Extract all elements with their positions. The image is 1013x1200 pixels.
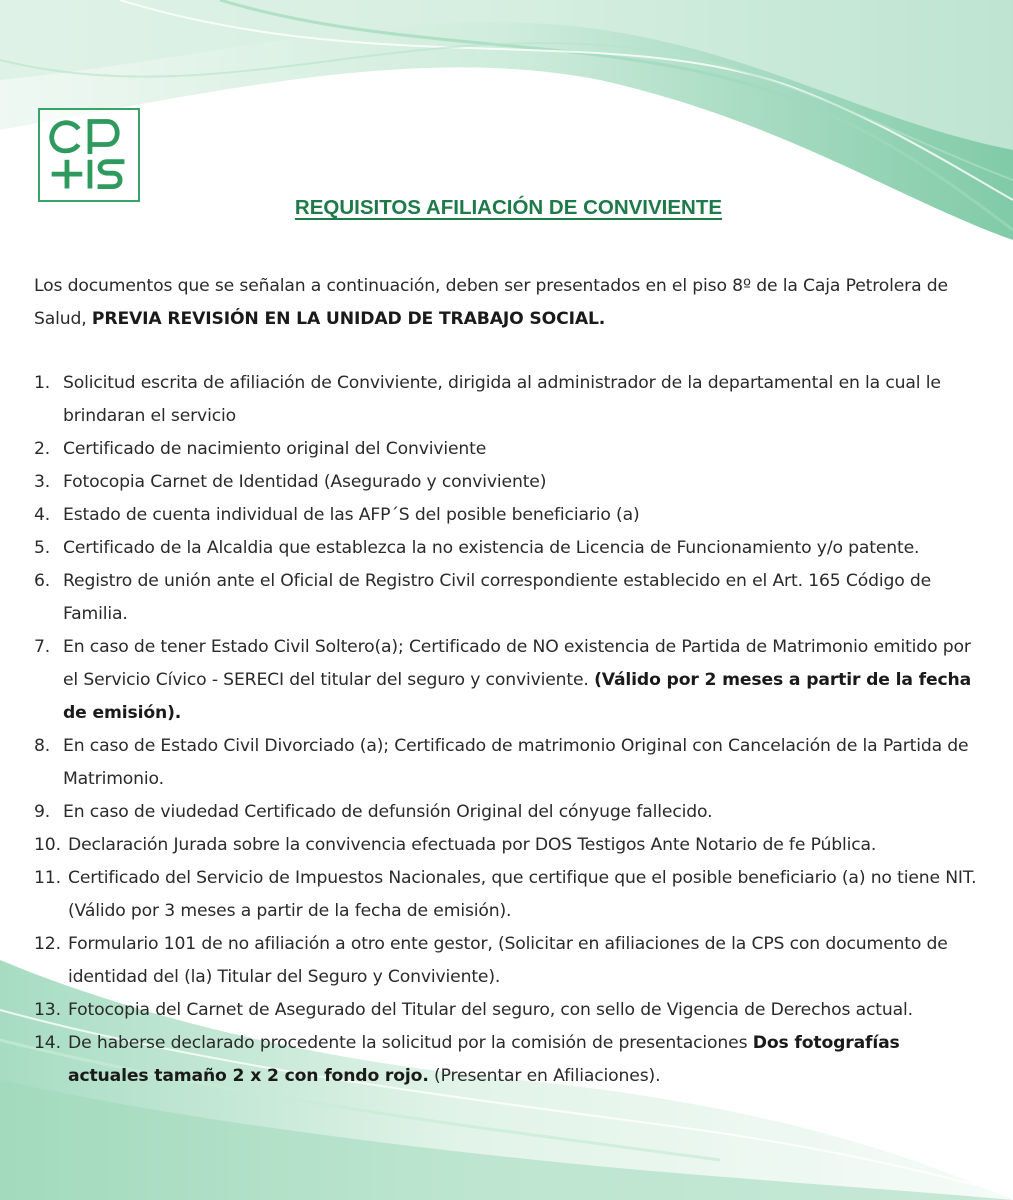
list-item <box>34 499 984 532</box>
item-number: 8. <box>34 736 51 756</box>
item-bold-text: Dos fotografías actuales tamaño 2 x 2 con fondo rojo. <box>68 1033 900 1086</box>
item-text: En caso de Estado Civil Divorciado (a); Certificado de matrimonio Original con Cancelación de la Partida de Matrimonio. <box>63 736 969 789</box>
item-number: 6. <box>34 571 51 591</box>
item-number: 9. <box>34 802 51 822</box>
item-number: 1. <box>34 373 51 393</box>
list-item <box>34 565 984 631</box>
item-number: 14. <box>34 1033 61 1053</box>
item-number: 7. <box>34 637 51 657</box>
requirements-list <box>34 367 984 1093</box>
list-item <box>34 433 984 466</box>
item-number: 2. <box>34 439 51 459</box>
item-text: Declaración Jurada sobre la convivencia efectuada por DOS Testigos Ante Notario de fe Pública. <box>68 835 877 855</box>
item-text: En caso de viudedad Certificado de defunsión Original del cónyuge fallecido. <box>63 802 713 822</box>
intro-paragraph <box>34 270 984 336</box>
item-text: Solicitud escrita de afiliación de Conviviente, dirigida al administrador de la departamental en la cual le brindaran el servicio <box>63 373 941 426</box>
list-item <box>34 862 984 928</box>
item-number: 3. <box>34 472 51 492</box>
item-trailing-text: (Presentar en Afiliaciones). <box>428 1066 661 1086</box>
list-item <box>34 994 984 1027</box>
item-bold-text: (Válido por 2 meses a partir de la fecha de emisión). <box>63 670 972 723</box>
intro-text: Los documentos que se señalan a continuación, deben ser presentados en el piso 8º de la Caja Petrolera de Salud, <box>34 276 948 329</box>
intro-bold: PREVIA REVISIÓN EN LA UNIDAD DE TRABAJO SOCIAL. <box>91 309 606 329</box>
list-item <box>34 928 984 994</box>
item-number: 5. <box>34 538 51 558</box>
item-text: Estado de cuenta individual de las AFP´S del posible beneficiario (a) <box>63 505 640 525</box>
item-text: De haberse declarado procedente la solicitud por la comisión de presentaciones <box>68 1033 753 1053</box>
list-item <box>34 631 984 730</box>
cps-logo <box>38 108 140 202</box>
item-number: 12. <box>34 934 61 954</box>
list-item <box>34 532 984 565</box>
cps-logo-mark <box>40 110 138 200</box>
list-item <box>34 466 984 499</box>
list-item <box>34 796 984 829</box>
item-text: Registro de unión ante el Oficial de Registro Civil correspondiente establecido en el Art. 165 Código de Familia. <box>63 571 932 624</box>
item-text: Certificado del Servicio de Impuestos Nacionales, que certifique que el posible beneficiario (a) no tiene NIT. (Válido por 3 meses a partir de la fecha de emisión). <box>68 868 977 921</box>
item-text: Certificado de la Alcaldia que establezca la no existencia de Licencia de Funcionamiento y/o patente. <box>63 538 920 558</box>
list-item <box>34 829 984 862</box>
list-item <box>34 367 984 433</box>
item-number: 13. <box>34 1000 61 1020</box>
item-text: En caso de tener Estado Civil Soltero(a); Certificado de NO existencia de Partida de Matrimonio emitido por el Servicio Cívico - SERECI del titular del seguro y conviviente. <box>63 637 971 690</box>
item-text: Fotocopia del Carnet de Asegurado del Titular del seguro, con sello de Vigencia de Derechos actual. <box>68 1000 913 1020</box>
list-item <box>34 730 984 796</box>
item-text: Certificado de nacimiento original del Conviviente <box>63 439 487 459</box>
item-number: 4. <box>34 505 51 525</box>
list-item <box>34 1027 984 1093</box>
item-number: 11. <box>34 868 61 888</box>
item-text: Formulario 101 de no afiliación a otro ente gestor, (Solicitar en afiliaciones de la CPS con documento de identidad del (la) Titular del Seguro y Conviviente). <box>68 934 948 987</box>
page-title: REQUISITOS AFILIACIÓN DE CONVIVIENTE <box>294 196 723 219</box>
item-text: Fotocopia Carnet de Identidad (Asegurado y conviviente) <box>63 472 547 492</box>
item-number: 10. <box>34 835 61 855</box>
